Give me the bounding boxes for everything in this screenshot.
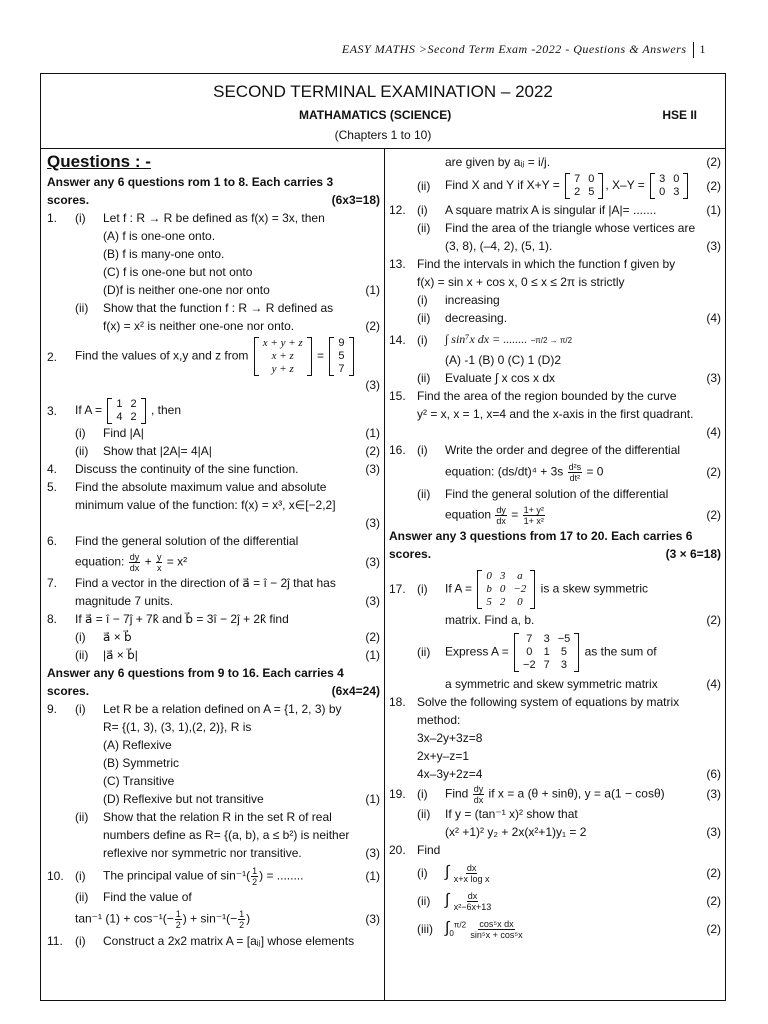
question-17: 17. (i) If A = 0 3 a b 0 −2 5 2 0 is a skew symmetric matrix. Find a, b. (2) (ii) Express A = 7 3 −5 0 1 5 −2 7 3 as the sum of a symmetric and skew symmetric matrix (4) <box>389 569 721 691</box>
question-11-part-1: 11. (i) Construct a 2x2 matrix A = [aᵢⱼ] whose elements <box>47 934 355 948</box>
question-7: 7. Find a vector in the direction of a⃗ = î − 2ĵ that has magnitude 7 units. (3) <box>47 576 380 608</box>
column-divider <box>384 148 385 1000</box>
right-column <box>389 149 721 943</box>
question-18: 18. Solve the following system of equations by matrix method: 3x–2y+3z=8 2x+y–z=1 4x–3y+2z=4 (6) <box>389 695 721 781</box>
questions-heading: Questions : - <box>47 152 151 171</box>
exam-frame <box>40 73 726 1001</box>
section-2-instruction: Answer any 6 questions from 9 to 16. Each carries 4 scores. (6x4=24) <box>47 666 380 698</box>
question-14: 14. (i) ∫ sin⁷x dx = ........ −π/2 → π/2 (A) -1 (B) 0 (C) 1 (D)2 (ii) Evaluate ∫ x cos x dx (3) <box>389 332 721 385</box>
exam-subject: MATHAMATICS (SCIENCE) <box>299 108 452 122</box>
question-8: 8. If a⃗ = î − 7ĵ + 7k̂ and b⃗ = 3î − 2ĵ + 2k̂ find (i) a⃗ × b⃗ (2) (ii) |a⃗ × b⃗| (1) <box>47 612 380 662</box>
section-1-instruction: Answer any 6 questions rom 1 to 8. Each carries 3 scores. (6x3=18) <box>47 175 380 207</box>
question-20: 20. Find (i) ∫ $\frac{dx}{\text{x+x log x}}$ (2) (ii) ∫ $\frac{dx}{\text{x²−6x+13}}$ (2) (iii) $\int_0^{\pi/2}$ $\frac{\text{cos⁵x dx}}{\text{sin⁵x + cos⁵x}}$ (2) <box>389 843 721 940</box>
question-5: 5. Find the absolute maximum value and absolute minimum value of the function: f(x) = x³, x∈[−2,2] (3) <box>47 480 380 530</box>
question-6: 6. Find the general solution of the differential equation: $\frac{dy}{dx}$ + $\frac{y}{x}$ = x² (3) <box>47 534 380 573</box>
question-4: 4. Discuss the continuity of the sine function. (3) <box>47 462 380 476</box>
exam-title: SECOND TERMINAL EXAMINATION – 2022 <box>213 82 553 101</box>
question-13: 13. Find the intervals in which the function f given by f(x) = sin x + cos x, 0 ≤ x ≤ 2π is strictly (i) increasing (ii) decreasing. (4) <box>389 257 721 325</box>
left-column <box>47 149 380 950</box>
section-3-instruction: Answer any 3 questions from 17 to 20. Each carries 6 scores. (3 × 6=18) <box>389 529 721 561</box>
question-10: 10. (i) The principal value of sin⁻¹( $\frac{1}{2}$ ) = ........ (1) (ii) Find the value of tan⁻¹ (1) + cos⁻¹(− $\frac{1}{2}$ ) + sin⁻¹(− $\frac{1}{2}$ ) (3) <box>47 865 380 930</box>
page-number: 1 <box>699 42 706 56</box>
question-11-part-2: are given by aᵢⱼ = i/j. (2) (ii) Find X and Y if X+Y = 7 0 2 5 , X–Y = 3 0 0 3 (2) <box>417 155 721 198</box>
q2-matrix-right: 9 5 7 <box>329 337 353 376</box>
q2-matrix-left: x + y + z x + z y + z <box>254 337 312 376</box>
header-divider <box>693 42 694 58</box>
q3-matrix: 1 2 4 2 <box>107 398 145 424</box>
question-3: 3. If A = 1 2 4 2 , then (i) Find |A| (1) (ii) Show that |2A|= 4|A| (2) <box>47 398 380 458</box>
exam-class: HSE II <box>662 108 697 122</box>
running-header <box>342 42 706 58</box>
question-2: 2. Find the values of x,y and z from x + y + z x + z y + z = 9 5 7 (3) <box>47 337 380 392</box>
exam-chapters: (Chapters 1 to 10) <box>334 128 432 142</box>
question-16: 16. (i) Write the order and degree of the differential equation: (ds/dt)⁴ + 3s $\frac{\text{d²s}}{\text{dt²}}$ = 0 (2) (ii) Find the general solution of the differential equation $\frac{dy}{dx}$ = $\frac{\text{1+ y²}}{\text{1+ x²}}$ (2) <box>389 443 721 526</box>
question-15: 15. Find the area of the region bounded by the curve y² = x, x = 1, x=4 and the x-axis in the first quadrant. (4) <box>389 389 721 439</box>
question-19: 19. (i) Find $\frac{dy}{dx}$ if x = a (θ + sinθ), y = a(1 − cosθ) (3) (ii) If y = (tan⁻¹ x)² show that (x² +1)² y₂ + 2x(x²+1)y₁ = 2 (3) <box>389 783 721 839</box>
question-1: 1. (i) Let f : R → R be defined as f(x) = 3x, then (A) f is one-one onto. (B) f is many-one onto. (C) f is one-one but not onto (D)f is neither one-one nor onto (1) (ii) Show that the function f : R → R defined as f(x) = x² is neither one-one nor onto. (2) <box>47 211 380 333</box>
question-9: 9. (i) Let R be a relation defined on A = {1, 2, 3) by R= {(1, 3), (3, 1),(2, 2)}, R is (A) Reflexive (B) Symmetric (C) Transitive (D) Reflexive but not transitive (1) (ii) Show that the relation R in the set R of real numbers define as R= {(a, b), a ≤ b²) is neither reflexive nor symmetric nor transitive. (3) <box>47 702 380 860</box>
question-12: 12. (i) A square matrix A is singular if |A|= ....... (1) (ii) Find the area of the triangle whose vertices are (3, 8), (–4, 2), (5, 1). (3) <box>389 203 721 253</box>
running-title: EASY MATHS >Second Term Exam -2022 - Questions & Answers <box>341 42 687 56</box>
